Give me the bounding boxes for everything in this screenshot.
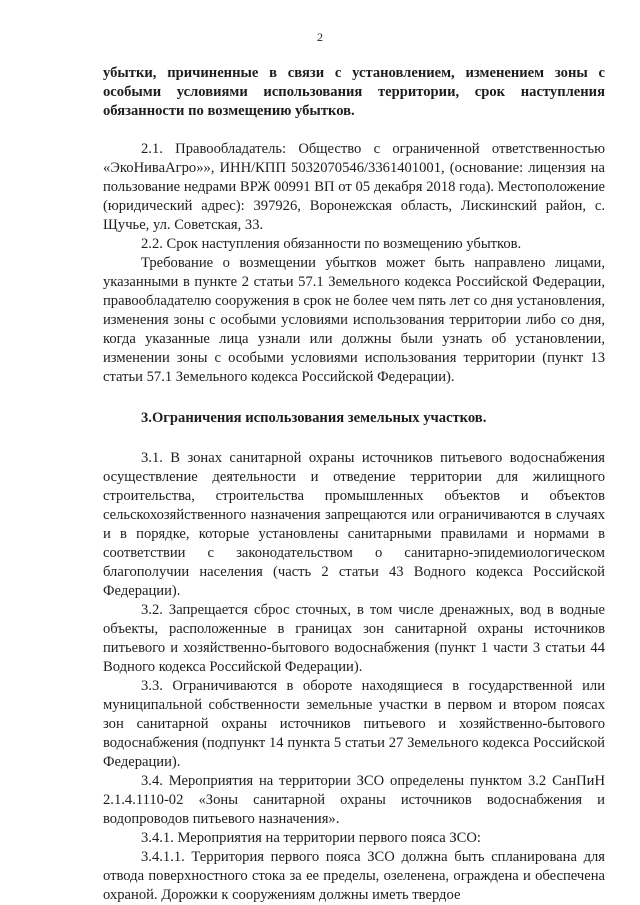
paragraph-2-2-deadline: 2.2. Срок наступления обязанности по возмещению убытков. [141, 236, 522, 252]
paragraph-3-3: 3.3. Ограничиваются в обороте находящиеся в государственной или муниципальной собственности земельные участки в первом и втором поясах зон санитарной охраны источников питьевого и хозяйственно-бытового водоснабжения (подпункт 14 пункта 5 статьи 27 Земельного кодекса Российской Федерации). [103, 678, 605, 770]
paragraph-compensation-claim: Требование о возмещении убытков может быть направлено лицами, указанными в пункте 2 статьи 57.1 Земельного кодекса Российской Федерации, правообладателю сооружения в срок не более чем пять лет со дня установления, изменения зоны с особыми условиями использования территории либо со дня, когда указанные лица узнали или должны были узнать об установлении, изменении зоны с особыми условиями использования территории (пункт 13 статьи 57.1 Земельного кодекса Российской Федерации). [103, 255, 605, 385]
document-body [103, 64, 605, 905]
paragraph-damages-heading-continuation: убытки, причиненные в связи с установлением, изменением зоны с особыми условиями использования территории, срок наступления обязанности по возмещению убытков. [103, 65, 605, 119]
paragraph-3-4: 3.4. Мероприятия на территории ЗСО определены пунктом 3.2 СанПиН 2.1.4.1110-02 «Зоны санитарной охраны источников водоснабжения и водопроводов питьевого назначения». [103, 773, 605, 827]
paragraph-2-1-rights-holder: 2.1. Правообладатель: Общество с ограниченной ответственностью «ЭкоНиваАгро»», ИНН/КПП 5032070546/3361401001, (основание: лицензия на пользование недрами ВРЖ 00991 ВП от 05 декабря 2018 года). Местоположение (юридический адрес): 397926, Воронежская область, Лискинский район, с. Щучье, ул. Советская, 33. [103, 141, 605, 233]
paragraph-3-2: 3.2. Запрещается сброс сточных, в том числе дренажных, вод в водные объекты, расположенные в границах зон санитарной охраны источников питьевого и хозяйственно-бытового водоснабжения (пункт 1 части 3 статьи 44 Водного кодекса Российской Федерации). [103, 602, 605, 675]
page-number: 2 [317, 30, 323, 44]
paragraph-3-1: 3.1. В зонах санитарной охраны источников питьевого водоснабжения осуществление деятельности и отведение территории для жилищного строительства, строительства промышленных объектов и объектов сельскохозяйственного назначения запрещаются или ограничиваются в случаях и в порядке, которые установлены санитарными правилами и нормами в соответствии с законодательством о санитарно-эпидемиологическом благополучии населения (часть 2 статьи 43 Водного кодекса Российской Федерации). [103, 450, 605, 599]
paragraph-3-4-1: 3.4.1. Мероприятия на территории первого пояса ЗСО: [141, 830, 481, 846]
section-3-heading: 3.Ограничения использования земельных участков. [141, 410, 487, 426]
paragraph-3-4-1-1: 3.4.1.1. Территория первого пояса ЗСО должна быть спланирована для отвода поверхностного стока за ее пределы, озеленена, ограждена и обеспечена охраной. Дорожки к сооружениям должны иметь твердое [103, 849, 605, 903]
